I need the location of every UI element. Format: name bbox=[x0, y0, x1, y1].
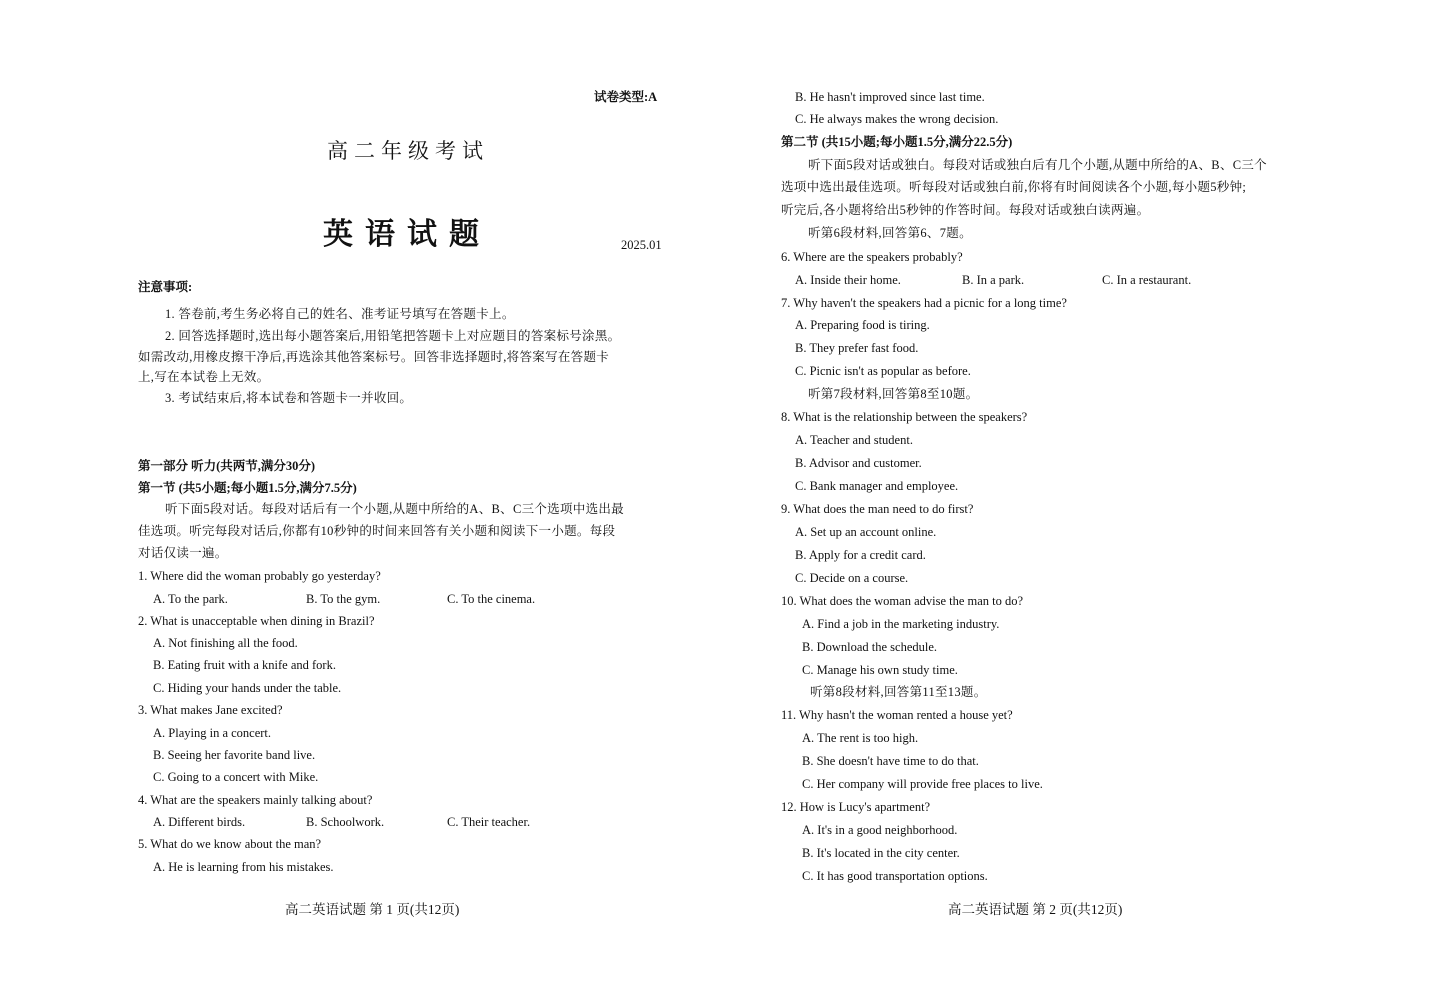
question-2-stem: 2. What is unacceptable when dining in Brazil? bbox=[138, 614, 375, 628]
question-11-option-c: C. Her company will provide free places to live. bbox=[802, 777, 1043, 791]
question-12-stem: 12. How is Lucy's apartment? bbox=[781, 800, 931, 814]
instruction-line: 佳选项。听完每段对话后,你都有10秒钟的时间来回答有关小题和阅读下一小题。每段 bbox=[138, 524, 616, 538]
question-9-option-b: B. Apply for a credit card. bbox=[795, 548, 926, 562]
question-12-option-b: B. It's located in the city center. bbox=[802, 846, 960, 860]
question-10-option-c: C. Manage his own study time. bbox=[802, 663, 958, 677]
question-8-stem: 8. What is the relationship between the speakers? bbox=[781, 410, 1028, 424]
question-12-option-a: A. It's in a good neighborhood. bbox=[802, 823, 958, 837]
exam-date: 2025.01 bbox=[621, 238, 662, 252]
question-2-option-a: A. Not finishing all the food. bbox=[153, 636, 298, 650]
instruction-line: 听下面5段对话。每段对话后有一个小题,从题中所给的A、B、C三个选项中选出最 bbox=[165, 502, 624, 516]
exam-page-1 bbox=[0, 0, 718, 1002]
question-6-option-b: B. In a park. bbox=[962, 273, 1025, 287]
question-8-option-a: A. Teacher and student. bbox=[795, 433, 913, 447]
note-line: 1. 答卷前,考生务必将自己的姓名、准考证号填写在答题卡上。 bbox=[165, 307, 515, 321]
question-10-option-a: A. Find a job in the marketing industry. bbox=[802, 617, 1000, 631]
question-9-option-c: C. Decide on a course. bbox=[795, 571, 909, 585]
question-1-stem: 1. Where did the woman probably go yesterday? bbox=[138, 569, 381, 583]
question-7-option-c: C. Picnic isn't as popular as before. bbox=[795, 364, 971, 378]
question-3-option-b: B. Seeing her favorite band live. bbox=[153, 748, 316, 762]
question-5-option-b: B. He hasn't improved since last time. bbox=[795, 90, 985, 104]
note-line: 3. 考试结束后,将本试卷和答题卡一并收回。 bbox=[165, 391, 413, 405]
instruction-line: 对话仅读一遍。 bbox=[138, 546, 228, 560]
question-6-stem: 6. Where are the speakers probably? bbox=[781, 250, 963, 264]
page-1-footer: 高二英语试题 第 1 页(共12页) bbox=[285, 902, 460, 917]
question-3-option-a: A. Playing in a concert. bbox=[153, 726, 272, 740]
instruction-line: 选项中选出最佳选项。听每段对话或独白前,你将有时间阅读各个小题,每小题5秒钟; bbox=[781, 180, 1247, 194]
note-line: 2. 回答选择题时,选出每小题答案后,用铅笔把答题卡上对应题目的答案标号涂黑。 bbox=[165, 329, 621, 343]
exam-page-2 bbox=[718, 0, 1437, 1002]
question-11-option-b: B. She doesn't have time to do that. bbox=[802, 754, 979, 768]
question-10-option-b: B. Download the schedule. bbox=[802, 640, 938, 654]
question-4-option-c: C. Their teacher. bbox=[447, 815, 531, 829]
question-3-option-c: C. Going to a concert with Mike. bbox=[153, 770, 319, 784]
question-8-option-b: B. Advisor and customer. bbox=[795, 456, 922, 470]
question-6-option-c: C. In a restaurant. bbox=[1102, 273, 1192, 287]
exam-type-label: 试卷类型:A bbox=[594, 90, 658, 104]
question-5-option-a: A. He is learning from his mistakes. bbox=[153, 860, 334, 874]
question-1-option-a: A. To the park. bbox=[153, 592, 228, 606]
instruction-line: 听完后,各小题将给出5秒钟的作答时间。每段对话或独白读两遍。 bbox=[781, 203, 1150, 217]
question-1-option-c: C. To the cinema. bbox=[447, 592, 536, 606]
material-7-heading: 听第7段材料,回答第8至10题。 bbox=[808, 387, 979, 401]
page-2-footer: 高二英语试题 第 2 页(共12页) bbox=[948, 902, 1123, 917]
part1-title: 第一部分 听力(共两节,满分30分) bbox=[138, 459, 316, 473]
note-line: 上,写在本试卷上无效。 bbox=[138, 370, 270, 384]
question-5-stem: 5. What do we know about the man? bbox=[138, 837, 322, 851]
question-7-option-b: B. They prefer fast food. bbox=[795, 341, 919, 355]
section1-title: 第一节 (共5小题;每小题1.5分,满分7.5分) bbox=[138, 481, 357, 495]
question-12-option-c: C. It has good transportation options. bbox=[802, 869, 988, 883]
question-5-option-c: C. He always makes the wrong decision. bbox=[795, 112, 999, 126]
question-7-stem: 7. Why haven't the speakers had a picnic for a long time? bbox=[781, 296, 1067, 310]
question-2-option-b: B. Eating fruit with a knife and fork. bbox=[153, 658, 336, 672]
question-11-stem: 11. Why hasn't the woman rented a house yet? bbox=[781, 708, 1013, 722]
question-1-option-b: B. To the gym. bbox=[306, 592, 381, 606]
question-9-stem: 9. What does the man need to do first? bbox=[781, 502, 974, 516]
material-8-heading: 听第8段材料,回答第11至13题。 bbox=[810, 685, 987, 699]
material-6-heading: 听第6段材料,回答第6、7题。 bbox=[808, 226, 972, 240]
question-3-stem: 3. What makes Jane excited? bbox=[138, 703, 283, 717]
grade-title: 高二年级考试 bbox=[327, 139, 489, 163]
question-4-option-b: B. Schoolwork. bbox=[306, 815, 385, 829]
section2-title: 第二节 (共15小题;每小题1.5分,满分22.5分) bbox=[781, 135, 1013, 149]
question-8-option-c: C. Bank manager and employee. bbox=[795, 479, 959, 493]
question-7-option-a: A. Preparing food is tiring. bbox=[795, 318, 930, 332]
question-11-option-a: A. The rent is too high. bbox=[802, 731, 919, 745]
note-line: 如需改动,用橡皮擦干净后,再选涂其他答案标号。回答非选择题时,将答案写在答题卡 bbox=[138, 350, 610, 364]
notes-title: 注意事项: bbox=[138, 280, 193, 294]
instruction-line: 听下面5段对话或独白。每段对话或独白后有几个小题,从题中所给的A、B、C三个 bbox=[808, 158, 1267, 172]
question-2-option-c: C. Hiding your hands under the table. bbox=[153, 681, 342, 695]
question-4-stem: 4. What are the speakers mainly talking about? bbox=[138, 793, 373, 807]
question-6-option-a: A. Inside their home. bbox=[795, 273, 901, 287]
question-9-option-a: A. Set up an account online. bbox=[795, 525, 937, 539]
subject-title: 英语试题 bbox=[323, 218, 491, 251]
question-10-stem: 10. What does the woman advise the man to do? bbox=[781, 594, 1024, 608]
question-4-option-a: A. Different birds. bbox=[153, 815, 246, 829]
